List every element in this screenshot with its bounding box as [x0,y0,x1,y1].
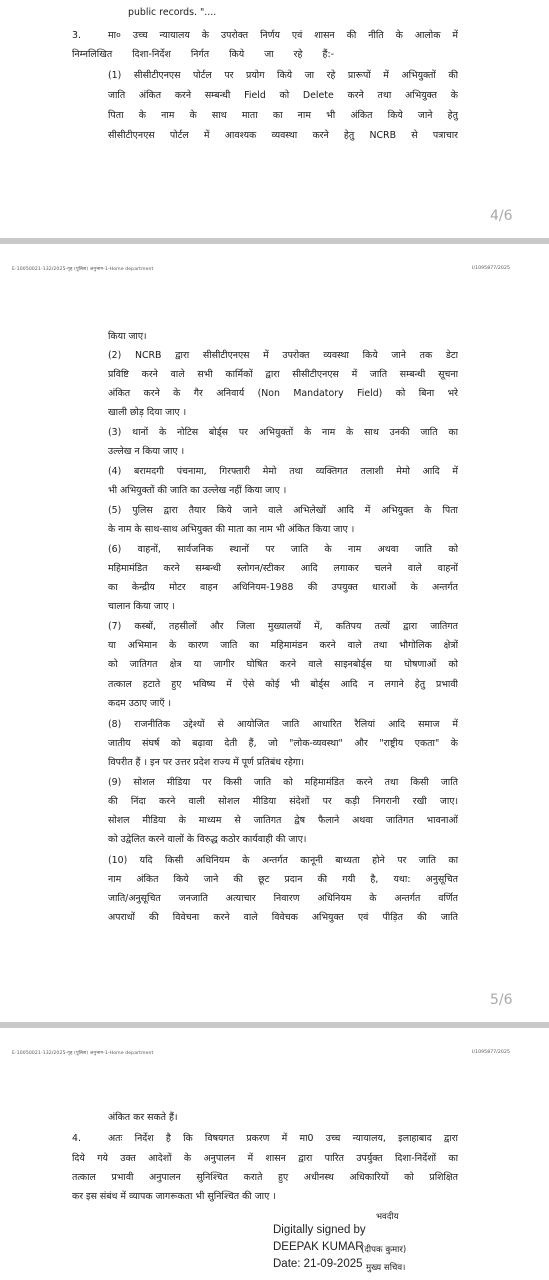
document-page-4 [0,0,549,238]
text-line: अपराधों की विवेचना करने वाले विवेचक अभियुक्त एवं पीड़ित की जाति [108,912,458,923]
text-line: (6) वाहनों, सार्वजनिक स्थानों पर जाति के नाम अथवा जाति को [108,544,458,555]
text-line: (9) सोशल मीडिया पर किसी जाति को महिमामंडित करने तथा किसी जाति [108,777,458,788]
text-line: प्रविष्टि करने वाले सभी कार्मिकों द्वारा सीसीटीएनएस में जाति सम्बन्धी सूचना [108,369,458,380]
text-line: सीसीटीएनएस पोर्टल में आवश्यक व्यवस्था करने हेतु NCRB से पत्राचार [108,130,458,141]
signer-name-hindi: (दीपक कुमार) [361,1245,407,1255]
text-line: (8) राजनीतिक उद्देश्यों से आयोजित जाति आधारित रैलियां आदि समाज में [108,719,458,730]
text-line: public records. ".... [128,7,217,18]
text-line: (5) पुलिस द्वारा तैयार किये जाने वाले अभिलेखों आदि में अभियुक्त के पिता [108,505,458,516]
text-line: या अभिमान के कारण जाति का महिमामंडन करने वाले तथा भौगोलिक क्षेत्रों [108,640,458,651]
text-line: चालान किया जाए । [108,601,175,612]
text-line: जातीय संघर्ष को बढ़ावा देती हैं, जो "लोक-व्यवस्था" और "राष्ट्रीय एकता" के [108,738,458,749]
signature-line: Digitally signed by [273,1224,366,1236]
text-line: जाति/अनुसूचित जनजाति अत्याचार निवारण अधिनियम के अन्तर्गत वर्णित [108,893,458,904]
text-line: अंकित करने के गैर अनिवार्य (Non Mandatory Field) को बिना भरे [108,388,458,399]
text-line: अंकित कर सकते हैं। [108,1112,178,1123]
text-line: को उद्वेलित करने वालों के विरुद्ध कठोर कार्यवाही की जाए। [108,834,307,845]
page-header-file-ref: E-10050021-132/2025-गृह (पुलिस) अनुभाग-1-Home department [12,267,154,272]
text-line: (1) सीसीटीएनएस पोर्टल पर प्रयोग किये जा रहे प्रारूपों में अभियुक्तों की [108,70,458,81]
text-line: की निंदा करने वाली सोशल मीडिया संदेशों पर कड़ी निगरानी रखी जाए। [108,796,458,807]
text-line: पिता के नाम के साथ माता का नाम भी अंकित किये जाने हेतु [108,110,458,121]
text-line: उल्लेख न किया जाए । [108,446,185,457]
paragraph-number: 3. [72,30,81,41]
text-line: मा० उच्च न्यायालय के उपरोक्त निर्णय एवं शासन की नीति के आलोक में [108,30,458,41]
text-line: अतः निर्देश है कि विषयगत प्रकरण में मा0 उच्च न्यायालय, इलाहाबाद द्वारा [108,1133,458,1144]
text-line: सोशल मीडिया के माध्यम से जातिगत द्वेष फैलाने अथवा जातिगत भावनाओं [108,815,458,826]
page-header-doc-id: I/1095877/2025 [472,266,510,271]
text-line: (7) कस्बों, तहसीलों और जिला मुख्यालयों में, कतिपय तत्वों द्वारा जातिगत [108,621,458,632]
closing-salutation: भवदीय [376,1212,399,1222]
text-line: खाली छोड़ दिया जाए । [108,407,187,418]
signature-date: Date: 21-09-2025 [273,1258,363,1270]
page-number: 4/6 [490,208,513,224]
text-line: नाम अंकित किये जाने की छूट प्रदान की गयी है, यथा: अनुसूचित [108,874,458,885]
document-page-6 [0,1028,549,1280]
text-line: (4) बरामदगी पंचनामा, गिरफ्तारी मेमो तथा व्यक्तिगत तलाशी मेमो आदि में [108,466,458,477]
text-line: जाति अंकित करने सम्बन्धी Field को Delete करने तथा अभियुक्त के [108,90,458,101]
text-line: का केन्द्रीय मोटर वाहन अधिनियम-1988 की उपयुक्त धाराओं के अन्तर्गत [108,582,458,593]
text-line: निम्नलिखित दिशा-निर्देश निर्गत किये जा रहे हैं:- [72,49,334,60]
text-line: दिये गये उक्त आदेशों के अनुपालन में शासन द्वारा पारित उपर्युक्त दिशा-निर्देशों का [72,1153,458,1164]
page-header-doc-id: I/1095877/2025 [472,1050,510,1055]
text-line: महिमामंडित करने सम्बन्धी स्लोगन/स्टीकर आदि लगाकर चलने वाले वाहनों [108,563,458,574]
text-line: कर इस संबंध में व्यापक जागरूकता भी सुनिश्चित की जाए । [72,1191,276,1202]
page-header-file-ref: E-10050021-132/2025-गृह (पुलिस) अनुभाग-1-Home department [12,1051,154,1056]
text-line: के नाम के साथ-साथ अभियुक्त की माता का नाम भी अंकित किया जाए । [108,524,355,535]
signer-name: DEEPAK KUMAR [273,1241,364,1253]
text-line: कदम उठाए जाएँ । [108,698,172,709]
text-line: किया जाए। [108,331,147,342]
text-line: विपरीत हैं । इन पर उत्तर प्रदेश राज्य में पूर्ण प्रतिबंध रहेगा। [108,757,305,768]
text-line: तत्काल हटाते हुए भविष्य में ऐसे कोई भी बोर्ड्स आदि न लगाने हेतु प्रभावी [108,679,458,690]
text-line: (2) NCRB द्वारा सीसीटीएनएस में उपरोक्त व्यवस्था किये जाने तक डेटा [108,350,458,361]
text-line: भी अभियुक्तों की जाति का उल्लेख नहीं किया जाए । [108,485,287,496]
paragraph-number: 4. [72,1133,81,1144]
text-line: (10) यदि किसी अधिनियम के अन्तर्गत कानूनी बाध्यता होने पर जाति का [108,855,458,866]
text-line: को जातिगत क्षेत्र या जागीर घोषित करने वाले साइनबोर्ड्स या घोषणाओं को [108,659,458,670]
text-line: तत्काल प्रभावी अनुपालन सुनिश्चित कराते हुए अधीनस्थ अधिकारियों को प्रशिक्षित [72,1172,458,1183]
page-number: 5/6 [490,992,513,1008]
document-page-5 [0,244,549,1022]
text-line: (3) थानों के नोटिस बोर्ड्स पर अभियुक्तों के नाम के साथ उनकी जाति का [108,427,458,438]
signer-designation: मुख्य सचिव। [366,1263,406,1273]
